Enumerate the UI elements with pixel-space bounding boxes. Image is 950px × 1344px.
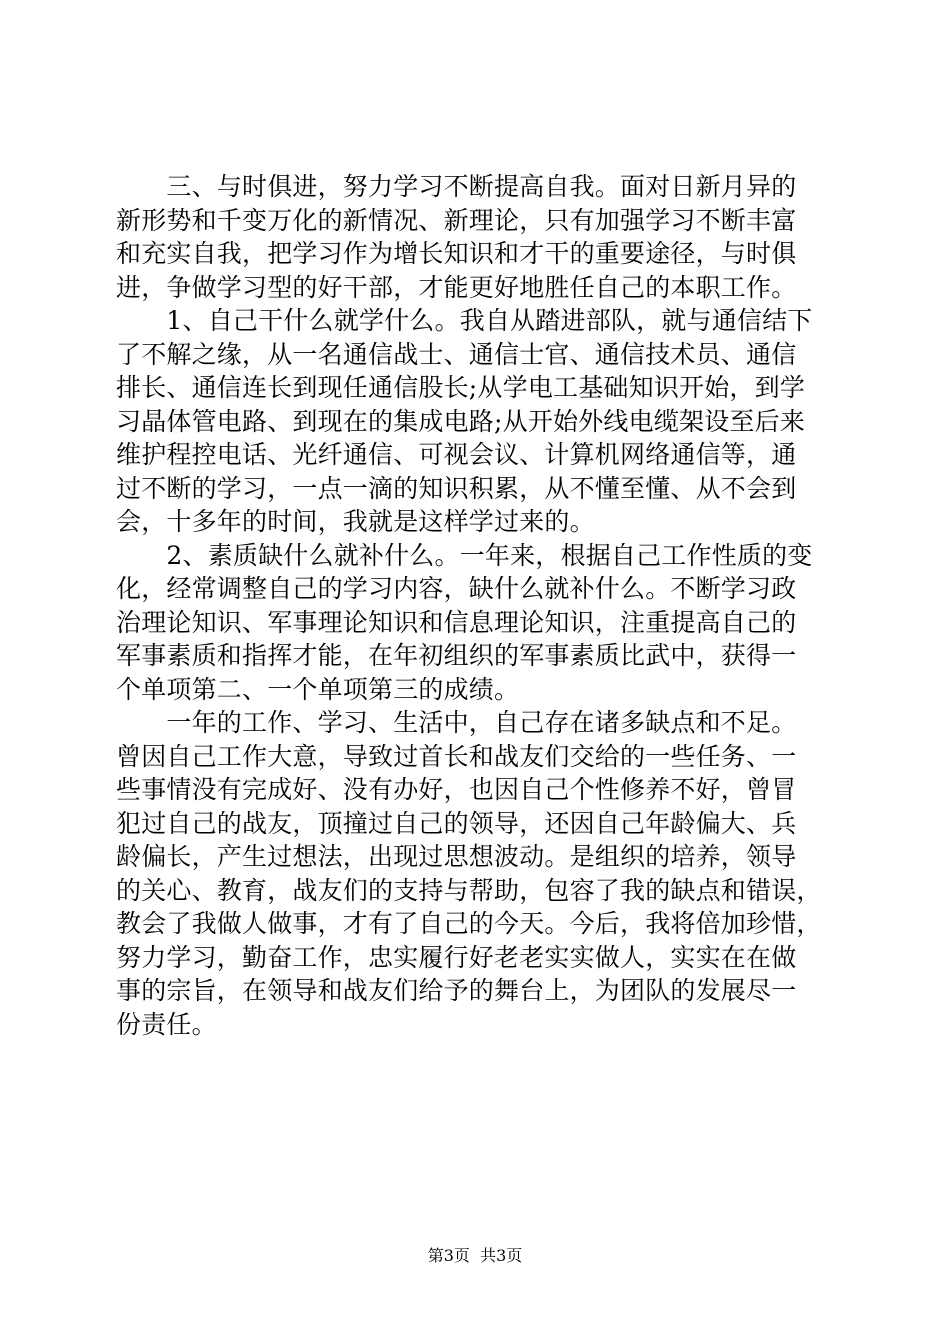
text-line: 化，经常调整自己的学习内容，缺什么就补什么。不断学习政	[116, 574, 797, 603]
text-line: 1、自己干什么就学什么。我自从踏进部队，就与通信结下	[116, 306, 813, 335]
text-line: 2、素质缺什么就补什么。一年来，根据自己工作性质的变	[116, 540, 813, 570]
text-line: 些事情没有完成好、没有办好，也因自己个性修养不好，曾冒	[116, 775, 797, 804]
text-line: 会，十多年的时间，我就是这样学过来的。	[116, 507, 595, 536]
text-line: 排长、通信连长到现任通信股长;从学电工基础知识开始，到学	[116, 373, 806, 402]
text-line: 事的宗旨，在领导和战友们给予的舞台上，为团队的发展尽一	[116, 976, 797, 1005]
text-line: 个单项第二、一个单项第三的成绩。	[116, 674, 520, 704]
text-line: 军事素质和指挥才能，在年初组织的军事素质比武中，获得一	[116, 641, 797, 670]
text-line: 教会了我做人做事，才有了自己的今天。今后，我将倍加珍惜，	[116, 909, 822, 938]
text-line: 习晶体管电路、到现在的集成电路;从开始外线电缆架设至后来	[116, 406, 806, 436]
text-line: 份责任。	[116, 1009, 217, 1039]
text-line: 了不解之缘，从一名通信战士、通信士官、通信技术员、通信	[116, 339, 797, 369]
text-line: 一年的工作、学习、生活中，自己存在诸多缺点和不足。	[116, 708, 797, 737]
page-number-footer: 第3页 共3页	[427, 1246, 523, 1265]
text-line: 维护程控电话、光纤通信、可视会议、计算机网络通信等，通	[116, 440, 797, 469]
text-line: 龄偏长，产生过想法，出现过思想波动。是组织的培养，领导	[116, 842, 797, 871]
text-line: 犯过自己的战友，顶撞过自己的领导，还因自己年龄偏大、兵	[116, 808, 797, 838]
text-line: 的关心、教育，战友们的支持与帮助，包容了我的缺点和错误，	[116, 875, 822, 905]
text-line: 努力学习，勤奋工作，忠实履行好老老实实做人，实实在在做	[116, 942, 797, 972]
text-line: 过不断的学习，一点一滴的知识积累，从不懂至懂、从不会到	[116, 473, 797, 503]
text-line: 新形势和千变万化的新情况、新理论，只有加强学习不断丰富	[116, 205, 797, 235]
text-line: 和充实自我，把学习作为增长知识和才干的重要途径，与时俱	[116, 239, 797, 268]
document-body	[116, 170, 836, 1041]
text-line: 三、与时俱进，努力学习不断提高自我。面对日新月异的	[116, 172, 797, 201]
text-line: 治理论知识、军事理论知识和信息理论知识，注重提高自己的	[116, 607, 797, 637]
text-line: 进，争做学习型的好干部，才能更好地胜任自己的本职工作。	[116, 272, 797, 302]
text-line: 曾因自己工作大意，导致过首长和战友们交给的一些任务、一	[116, 741, 797, 771]
